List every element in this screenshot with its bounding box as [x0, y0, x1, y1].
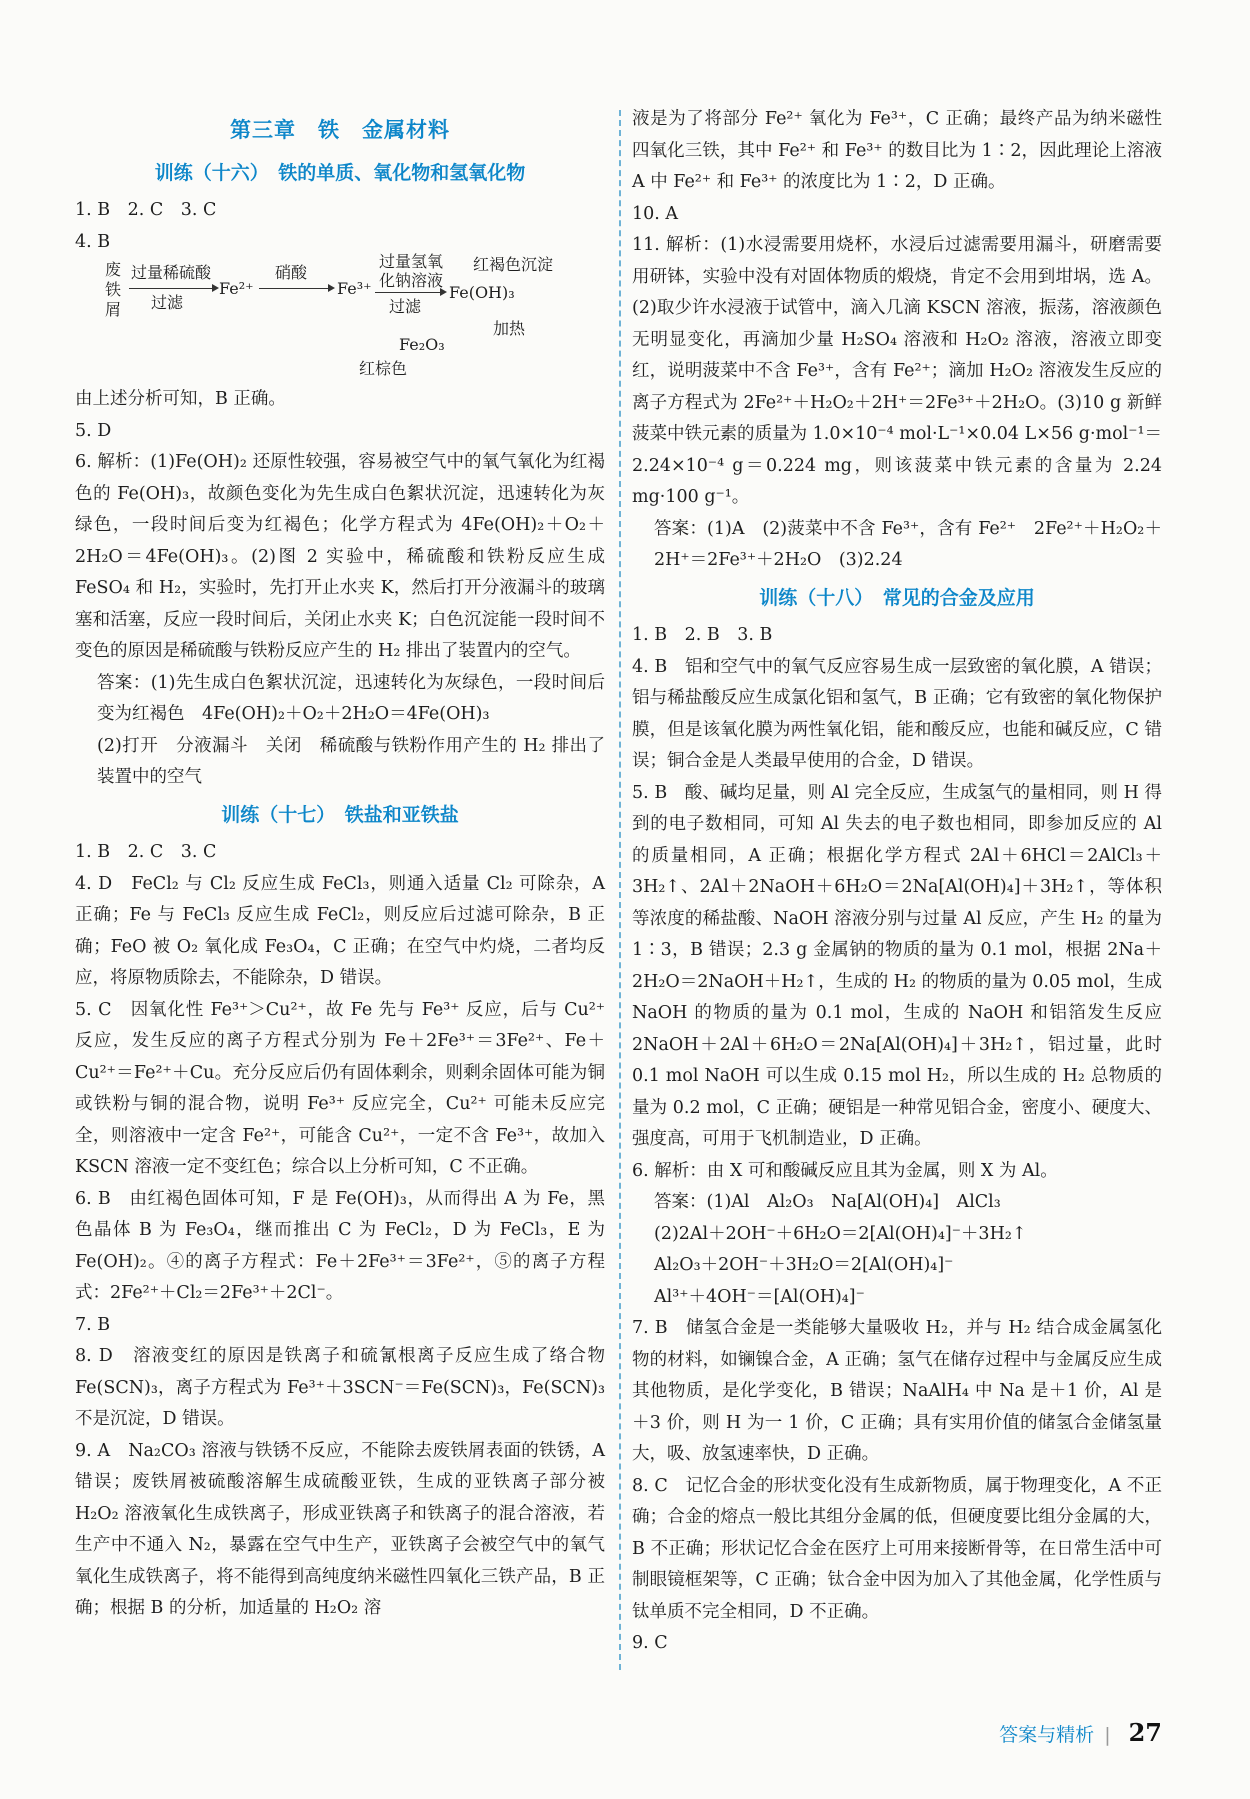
answer-17-11: 11. 解析：(1)水浸需要用烧杯，水浸后过滤需要用漏斗，研磨需要用研钵，实验中没有对固体物质的煅烧，肯定不会用到坩埚，选 A。(2)取少许水浸液于试管中，滴入几滴 KSCN 溶液，振荡，溶液颜色无明显变化，再滴加少量 H₂SO₄ 溶液和 H₂O₂ 溶液，溶液立即变红，说明菠菜中不含 Fe³⁺，含有 Fe²⁺；滴加 H₂O₂ 溶液发生反应的离子方程式为 2Fe²⁺＋H₂O₂＋2H⁺＝2Fe³⁺＋2H₂O。(3)10 g 新鲜菠菜中铁元素的质量为 1.0×10⁻⁴ mol·L⁻¹×0.04 L×56 g·mol⁻¹＝2.24×10⁻⁴ g＝0.224 mg，则该菠菜中铁元素的含量为 2.24 mg·100 g⁻¹。	[632, 235, 1163, 507]
answer-18-4: 4. B 铝和空气中的氧气反应容易生成一层致密的氧化膜，A 错误；铝与稀盐酸反应生成氯化铝和氢气，B 正确；它有致密的氧化物保护膜，但是该氧化膜为两性氧化铝，能和酸反应，也能和碱反应，C 错误；铜合金是人类最早使用的合金，D 错误。	[632, 656, 1162, 771]
section-title-16: 训练（十六） 铁的单质、氧化物和氢氧化物	[154, 161, 526, 184]
footer-separator: |	[1104, 1724, 1111, 1746]
answer-17-11-key: 答案：(1)A (2)菠菜中不含 Fe³⁺，含有 Fe²⁺ 2Fe²⁺＋H₂O₂＋2H⁺＝2Fe³⁺＋2H₂O (3)2.24	[654, 518, 1162, 570]
flow-reagent-2: 硝酸	[275, 263, 308, 282]
answer-16-6-key: 答案：(1)先生成白色絮状沉淀，迅速转化为灰绿色，一段时间后变为红褐色 4Fe(OH)₂＋O₂＋2H₂O＝4Fe(OH)₃	[97, 672, 605, 724]
answer-17-8: 8. D 溶液变红的原因是铁离子和硫氰根离子反应生成了络合物 Fe(SCN)₃，离子方程式为 Fe³⁺＋3SCN⁻＝Fe(SCN)₃，Fe(SCN)₃ 不是沉淀，D 错误。	[75, 1346, 605, 1429]
answer-17-7: 7. B	[75, 1314, 111, 1335]
flow-start: 废铁屑	[105, 260, 122, 319]
answer-16-4-note: 由上述分析可知，B 正确。	[75, 389, 286, 409]
page-number: 27	[1128, 1718, 1162, 1747]
answer-17-9-continued: 液是为了将部分 Fe²⁺ 氧化为 Fe³⁺，C 正确；最终产品为纳米磁性四氧化三铁，其中 Fe²⁺ 和 Fe³⁺ 的数目比为 1∶2，因此理论上溶液 A 中 Fe²⁺ 和 Fe³⁺ 的浓度比为 1∶2，D 正确。	[632, 109, 1162, 192]
answer-18-1: 1. B 2. B 3. B	[632, 625, 773, 645]
flow-condition-1: 过滤	[151, 293, 184, 312]
answer-16-6-key-2: (2)打开 分液漏斗 关闭 稀硫酸与铁粉作用产生的 H₂ 排出了装置中的空气	[97, 735, 605, 787]
flow-arrow-1	[129, 288, 217, 289]
flow-heat: 加热	[493, 319, 526, 338]
answer-18-6-key-1: 答案：(1)Al Al₂O₃ Na[Al(OH)₄] AlCl₃	[654, 1192, 1001, 1212]
answer-17-9: 9. A Na₂CO₃ 溶液与铁锈不反应，不能除去废铁屑表面的铁锈，A 错误；废铁屑被硫酸溶解生成硫酸亚铁，生成的亚铁离子部分被 H₂O₂ 溶液氧化生成铁离子，形成亚铁离子和铁离子的混合溶液，若生产中不通入 N₂，暴露在空气中生产，亚铁离子会被空气中的氧气氧化生成铁离子，将不能得到高纯度纳米磁性四氧化三铁产品，B 正确；根据 B 的分析，加适量的 H₂O₂ 溶	[75, 1440, 605, 1618]
answer-18-9: 9. C	[632, 1633, 668, 1653]
flow-red-brown: 红棕色	[359, 359, 408, 378]
answer-18-5: 5. B 酸、碱均足量，则 Al 完全反应，生成氢气的量相同，则 H 得到的电子数相同，可知 Al 失去的电子数也相同，即参加反应的 Al 的质量相同，A 正确；根据化学方程式 2Al＋6HCl＝2AlCl₃＋3H₂↑、2Al＋2NaOH＋6H₂O＝2Na[Al(OH)₄]＋3H₂↑，等体积等浓度的稀盐酸、NaOH 溶液分别与过量 Al 反应，产生 H₂ 的量为 1∶3，B 错误；2.3 g 金属钠的物质的量为 0.1 mol，根据 2Na＋2H₂O＝2NaOH＋H₂↑，生成的 H₂ 的物质的量为 0.05 mol，生成 NaOH 的物质的量为 0.1 mol，生成的 NaOH 和铝箔发生反应 2NaOH＋2Al＋6H₂O＝2Na[Al(OH)₄]＋3H₂↑，铝过量，此时 0.1 mol NaOH 可以生成 0.15 mol H₂，所以生成的 H₂ 总物质的量为 0.2 mol，C 正确；硬铝是一种常见铝合金，密度小、硬度大、强度高，可用于飞机制造业，D 正确。	[632, 782, 1162, 1149]
answer-17-10: 10. A	[632, 203, 679, 224]
answer-18-6: 6. 解析：由 X 可和酸碱反应且其为金属，则 X 为 Al。	[632, 1160, 1058, 1181]
answer-17-6: 6. B 由红褐色固体可知，F 是 Fe(OH)₃，从而得出 A 为 Fe，黑色晶体 B 为 Fe₃O₄，继而推出 C 为 FeCl₂，D 为 FeCl₃，E 为 Fe(OH)₂。④的离子方程式：Fe＋2Fe³⁺＝3Fe²⁺，⑤的离子方程式：2Fe²⁺＋Cl₂＝2Fe³⁺＋2Cl⁻。	[75, 1188, 605, 1303]
answer-16-1: 1. B 2. C 3. C	[75, 200, 217, 220]
flow-fe3: Fe³⁺	[337, 279, 372, 298]
answer-18-6-key-3: Al₂O₃＋2OH⁻＋3H₂O＝2[Al(OH)₄]⁻	[654, 1255, 954, 1275]
answer-17-1: 1. B 2. C 3. C	[75, 842, 217, 862]
answer-18-6-key-4: Al³⁺＋4OH⁻＝[Al(OH)₄]⁻	[654, 1286, 865, 1307]
flow-arrow-2	[259, 288, 333, 289]
reaction-flow-diagram	[97, 252, 605, 384]
column-divider	[619, 110, 621, 1670]
flow-feoh3: Fe(OH)₃	[449, 283, 515, 302]
flow-reagent-3: 过量氢氧化钠溶液	[379, 252, 444, 290]
answer-18-8: 8. C 记忆合金的形状变化没有生成新物质，属于物理变化，A 不正确；合金的熔点一般比其组分金属的低，但硬度要比组分金属的大，B 不正确；形状记忆合金在医疗上可用来接断骨等，在日常生活中可制眼镜框架等，C 正确；钛合金中因为加入了其他金属，化学性质与钛单质不完全相同，D 不正确。	[632, 1475, 1162, 1622]
flow-fe2: Fe²⁺	[219, 279, 254, 298]
answer-16-6: 6. 解析：(1)Fe(OH)₂ 还原性较强，容易被空气中的氧气氧化为红褐色的 Fe(OH)₃，故颜色变化为先生成白色絮状沉淀，迅速转化为灰绿色，一段时间后变为红褐色；化学方程式为 4Fe(OH)₂＋O₂＋2H₂O＝4Fe(OH)₃。(2)图 2 实验中，稀硫酸和铁粉反应生成 FeSO₄ 和 H₂，实验时，先打开止水夹 K，然后打开分液漏斗的玻璃塞和活塞，反应一段时间后，关闭止水夹 K；白色沉淀能一段时间不变色的原因是稀硫酸与铁粉反应产生的 H₂ 排出了装置内的空气。	[75, 452, 605, 661]
flow-red-brown-precipitate: 红褐色沉淀	[473, 255, 554, 274]
flow-condition-3: 过滤	[389, 297, 422, 316]
answer-16-4: 4. B	[75, 231, 111, 252]
footer-label: 答案与精析	[999, 1724, 1095, 1746]
section-title-17: 训练（十七） 铁盐和亚铁盐	[221, 803, 459, 826]
answer-16-5: 5. D	[75, 420, 112, 441]
chapter-title: 第三章 铁 金属材料	[230, 117, 450, 142]
answer-18-6-key-2: (2)2Al＋2OH⁻＋6H₂O＝2[Al(OH)₄]⁻＋3H₂↑	[654, 1223, 1027, 1244]
flow-fe2o3: Fe₂O₃	[399, 335, 445, 354]
flow-arrow-3	[375, 292, 445, 293]
answer-17-4: 4. D FeCl₂ 与 Cl₂ 反应生成 FeCl₃，则通入适量 Cl₂ 可除杂，A 正确；Fe 与 FeCl₃ 反应生成 FeCl₂，则反应后过滤可除杂，B 正确；FeO 被 O₂ 氧化成 Fe₃O₄，C 正确；在空气中灼烧，二者均反应，将原物质除去，不能除杂，D 错误。	[75, 873, 605, 988]
right-column	[632, 104, 1162, 1660]
flow-reagent-1: 过量稀硫酸	[131, 263, 212, 282]
answer-18-7: 7. B 储氢合金是一类能够大量吸收 H₂，并与 H₂ 结合成金属氢化物的材料，如镧镍合金，A 正确；氢气在储存过程中与金属反应生成其他物质，是化学变化，B 错误；NaAlH₄ 中 Na 是＋1 价，Al 是＋3 价，则 H 为一 1 价，C 正确；具有实用价值的储氢合金储氢量大，吸、放氢速率快，D 正确。	[632, 1318, 1162, 1464]
left-column	[75, 100, 605, 1625]
page-footer	[999, 1718, 1162, 1747]
answer-17-5: 5. C 因氧化性 Fe³⁺＞Cu²⁺，故 Fe 先与 Fe³⁺ 反应，后与 Cu²⁺ 反应，发生反应的离子方程式分别为 Fe＋2Fe³⁺＝3Fe²⁺、Fe＋Cu²⁺＝Fe²⁺＋Cu。充分反应后仍有固体剩余，则剩余固体可能为铜或铁粉与铜的混合物，说明 Fe³⁺ 反应完全，Cu²⁺ 可能未反应完全，则溶液中一定含 Fe²⁺，可能含 Cu²⁺，一定不含 Fe³⁺，故加入 KSCN 溶液一定不变红色；综合以上分析可知，C 不正确。	[75, 999, 605, 1177]
section-title-18: 训练（十八） 常见的合金及应用	[759, 586, 1035, 609]
